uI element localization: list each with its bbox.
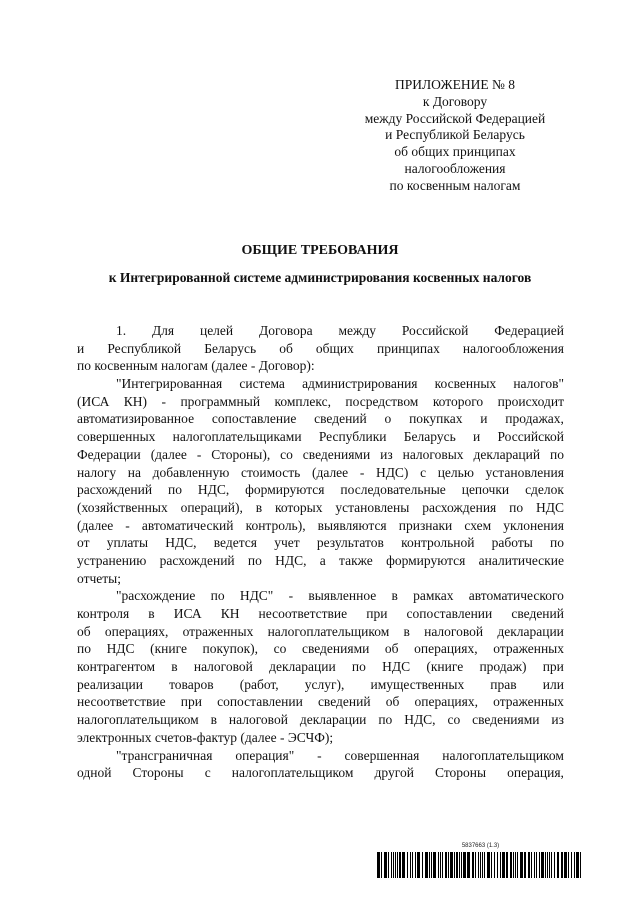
- barcode-bar: [571, 852, 572, 878]
- word: от: [77, 535, 90, 551]
- word: отраженных: [493, 641, 564, 657]
- barcode-bar: [506, 852, 508, 878]
- word: автоматизированное: [77, 411, 195, 427]
- word: по: [509, 499, 524, 515]
- barcode-bar: [561, 852, 563, 878]
- barcode-bar: [454, 852, 455, 878]
- barcode-bar: [397, 852, 398, 878]
- word: по: [77, 641, 91, 657]
- word: Российской: [401, 323, 469, 338]
- word: Стороны: [132, 765, 184, 781]
- word: контроля: [77, 606, 130, 621]
- barcode-bar: [551, 852, 552, 878]
- barcode-bar: [568, 852, 569, 878]
- word: покупках: [409, 411, 463, 427]
- word: со: [273, 641, 287, 657]
- barcode-bar: [549, 852, 550, 878]
- word: налоговых: [402, 446, 464, 462]
- word: признаки: [398, 517, 453, 533]
- word: 1.: [116, 323, 127, 338]
- document-title: ОБЩИЕ ТРЕБОВАНИЯ: [241, 243, 399, 258]
- word: учет: [274, 535, 300, 551]
- barcode-bar: [429, 852, 430, 878]
- barcode-bar: [482, 852, 483, 878]
- word: операция": [235, 747, 295, 763]
- body-line: [77, 676, 564, 694]
- body-line: [77, 517, 564, 535]
- body-line: [77, 764, 564, 782]
- word: Беларусь: [403, 429, 456, 445]
- word: декларации: [497, 623, 564, 639]
- word: (далее: [150, 446, 187, 462]
- word: которых: [274, 499, 323, 515]
- word: в: [148, 606, 155, 621]
- barcode-bar: [524, 852, 526, 878]
- word: программный: [180, 393, 261, 409]
- word: администрирования: [302, 376, 418, 392]
- body-line: [77, 552, 564, 570]
- word: одной: [77, 765, 112, 781]
- word: рамках: [413, 588, 454, 604]
- word: НДС: [536, 499, 564, 515]
- word: в: [403, 623, 410, 639]
- word: об: [385, 694, 400, 710]
- word: в: [391, 588, 398, 604]
- word: (работ,: [239, 676, 279, 692]
- document-subtitle: к Интегрированной системе администрирования косвенных налогов: [108, 270, 532, 285]
- appendix-line: налогообложения: [404, 160, 506, 176]
- word: между: [338, 323, 376, 338]
- appendix-line: и Республикой Беларусь: [385, 127, 525, 143]
- barcode-bar: [528, 852, 530, 878]
- word: посредством: [345, 393, 419, 409]
- word: операциях,: [414, 641, 478, 657]
- word: по: [247, 552, 262, 568]
- word: несоответствие: [258, 606, 348, 621]
- barcode-bar: [500, 852, 501, 878]
- barcode-bar: [407, 852, 408, 878]
- barcode-bar: [440, 852, 441, 878]
- body-line: [77, 587, 564, 605]
- barcode-bar: [431, 852, 432, 878]
- word: налогоплательщиком: [231, 765, 354, 781]
- barcode-bar: [399, 852, 401, 878]
- body-line: [77, 640, 564, 658]
- barcode-bar: [534, 852, 535, 878]
- word: Федерации: [77, 446, 141, 462]
- barcode-bar: [388, 852, 389, 878]
- word: об: [279, 340, 293, 356]
- barcode-bar: [557, 852, 559, 878]
- barcode-bar: [554, 852, 555, 878]
- word: декларации: [269, 659, 336, 675]
- barcode-bar: [384, 852, 387, 878]
- barcode-bar: [539, 852, 540, 878]
- word: на: [127, 464, 141, 480]
- body-line: [77, 375, 564, 393]
- body-line: [77, 393, 564, 411]
- body-line: [77, 446, 564, 464]
- word: результатов: [316, 535, 384, 551]
- word: и: [472, 429, 481, 445]
- word: формируются: [245, 482, 325, 498]
- word: налогов": [513, 376, 564, 392]
- word: и: [77, 340, 85, 356]
- barcode-bar: [536, 852, 537, 878]
- word: сопоставлении: [406, 606, 493, 621]
- appendix-line: между Российской Федерацией: [364, 110, 546, 126]
- word: налоговой: [424, 623, 484, 639]
- word: налоговой: [228, 712, 288, 728]
- word: НДС,: [404, 712, 436, 728]
- barcode-bar: [547, 852, 548, 878]
- body-line: [77, 534, 564, 552]
- word: сведений: [317, 694, 371, 710]
- word: НДС: [382, 659, 411, 675]
- word: "расхождение: [116, 588, 196, 604]
- word: цепочки: [461, 482, 510, 498]
- word: об: [384, 641, 399, 657]
- body-line: [77, 410, 564, 428]
- barcode-bar: [513, 852, 514, 878]
- word: реализации: [77, 676, 143, 692]
- word: комплекс,: [274, 393, 331, 409]
- word: выявляются: [317, 517, 387, 533]
- barcode-bar: [425, 852, 428, 878]
- barcode-number: 5837663 (1.3): [461, 843, 500, 849]
- word: принципах: [377, 340, 440, 356]
- word: в: [171, 659, 178, 675]
- word: (хозяйственных: [77, 499, 168, 515]
- barcode-bar: [448, 852, 449, 878]
- word: целью: [437, 464, 474, 480]
- word: -: [125, 517, 130, 533]
- barcode-bar: [417, 852, 420, 878]
- word: другой: [374, 765, 414, 781]
- word: контроль),: [245, 517, 306, 533]
- barcode-bar: [520, 852, 523, 878]
- barcode-bar: [545, 852, 546, 878]
- word: схем: [464, 517, 492, 533]
- word: Стороны: [435, 765, 487, 781]
- word: налогоплательщиком: [267, 623, 390, 639]
- body-line: [77, 428, 564, 446]
- barcode-bar: [433, 852, 436, 878]
- word: операциях,: [414, 694, 478, 710]
- word: сведений: [511, 606, 564, 621]
- barcode-bar: [564, 852, 567, 878]
- barcode-bar: [475, 852, 476, 878]
- word: и: [480, 411, 488, 427]
- word: Беларусь: [204, 340, 257, 356]
- barcode-bar: [541, 852, 544, 878]
- word: Стороны),: [211, 446, 271, 462]
- word: формируются: [386, 552, 466, 568]
- body-line: [77, 322, 564, 340]
- barcode-bar: [450, 852, 453, 878]
- word: автоматического: [468, 588, 564, 604]
- word: Республики: [318, 429, 387, 445]
- barcode-bar: [445, 852, 447, 878]
- word: а: [319, 552, 326, 568]
- barcode-bar: [502, 852, 505, 878]
- word: налогу: [77, 464, 117, 480]
- word: (ИСА: [77, 393, 110, 409]
- word: контрагентом: [77, 659, 155, 675]
- barcode-bar: [402, 852, 405, 878]
- word: НДС": [239, 588, 274, 604]
- body-line: [77, 464, 564, 482]
- barcode-bar: [517, 852, 518, 878]
- barcode-bar: [484, 852, 485, 878]
- word: при: [542, 659, 564, 675]
- word: из: [380, 446, 393, 462]
- word: "Интегрированная: [116, 376, 223, 392]
- word: Федерацией: [494, 323, 564, 338]
- barcode-bar: [580, 852, 581, 878]
- word: расхождений: [159, 552, 235, 568]
- appendix-header: [330, 77, 580, 195]
- word: из: [551, 712, 564, 728]
- word: по: [351, 659, 366, 675]
- word: -: [288, 588, 294, 604]
- word: в: [210, 712, 217, 728]
- word: уклонения: [503, 517, 564, 533]
- word: выявленное: [308, 588, 377, 604]
- word: ИСА: [173, 606, 202, 621]
- word: система: [239, 376, 285, 392]
- barcode-bar: [497, 852, 498, 878]
- word: НДС,: [165, 535, 197, 551]
- word: -: [359, 464, 365, 480]
- word: -: [161, 393, 166, 409]
- barcode-bar: [410, 852, 411, 878]
- barcode-bar: [438, 852, 439, 878]
- word: Договора: [258, 323, 313, 338]
- word: НДС): [375, 464, 409, 480]
- word: устранению: [77, 552, 147, 568]
- body-line: [77, 340, 564, 358]
- word: -: [317, 747, 322, 763]
- word: по: [550, 535, 564, 551]
- word: о: [384, 411, 392, 427]
- word: Российской: [497, 429, 564, 445]
- word: Для: [151, 323, 175, 338]
- word: стоимость: [240, 464, 301, 480]
- word: работы: [491, 535, 533, 551]
- body-line: [77, 711, 564, 729]
- word: по: [378, 712, 393, 728]
- word: сведений: [314, 411, 367, 427]
- barcode-bar: [377, 852, 380, 878]
- word: налоговой: [193, 659, 253, 675]
- word: по: [549, 446, 564, 462]
- word: НДС: [106, 641, 135, 657]
- word: целей: [199, 323, 234, 338]
- barcode-block: [377, 843, 584, 878]
- word: автоматический: [141, 517, 234, 533]
- word: отраженных: [182, 623, 254, 639]
- word: которого: [432, 393, 484, 409]
- appendix-line: об общих принципах: [394, 144, 516, 160]
- barcode-bar: [395, 852, 396, 878]
- body-line: электронных счетов-фактур (далее - ЭСЧФ);: [77, 729, 334, 745]
- word: при: [180, 694, 202, 710]
- word: продажах,: [505, 411, 564, 427]
- word: происходит: [497, 393, 564, 409]
- word: НДС,: [275, 552, 307, 568]
- word: сопоставление: [211, 411, 297, 427]
- word: операций),: [180, 499, 243, 515]
- word: КН: [220, 606, 240, 621]
- word: налогоплательщиком: [442, 747, 564, 763]
- word: с: [420, 464, 427, 480]
- word: отраженных: [493, 694, 564, 710]
- word: совершенных: [77, 429, 156, 445]
- barcode-bar: [478, 852, 479, 878]
- word: несоответствие: [77, 694, 166, 710]
- word: контрольной: [401, 535, 475, 551]
- barcode-bar: [381, 852, 382, 878]
- body-line: [77, 499, 564, 517]
- barcode-bar: [494, 852, 495, 878]
- word: добавленную: [152, 464, 230, 480]
- word: операциях,: [104, 623, 169, 639]
- barcode-bar: [574, 852, 575, 878]
- word: последовательные: [340, 482, 446, 498]
- word: об: [77, 623, 91, 639]
- barcode-bar: [442, 852, 443, 878]
- word: имущественных: [370, 676, 465, 692]
- word: "трансграничная: [116, 747, 213, 763]
- word: декларации: [299, 712, 367, 728]
- word: аналитические: [478, 552, 564, 568]
- body-line: [77, 605, 564, 623]
- word: товаров: [169, 676, 214, 692]
- barcode-bar: [487, 852, 490, 878]
- word: сведениями: [472, 712, 540, 728]
- barcode-bar: [480, 852, 481, 878]
- word: уплаты: [106, 535, 149, 551]
- word: сведениями: [302, 446, 371, 462]
- barcode-bar: [412, 852, 413, 878]
- appendix-line: ПРИЛОЖЕНИЕ № 8: [394, 77, 516, 92]
- word: деклараций: [473, 446, 541, 462]
- barcode-bar: [456, 852, 458, 878]
- word: НДС,: [197, 482, 230, 498]
- body-line: отчеты;: [77, 570, 121, 586]
- barcode-bar: [467, 852, 470, 878]
- word: (книге: [426, 659, 464, 675]
- word: КН): [123, 393, 148, 409]
- word: (книге: [150, 641, 187, 657]
- word: по: [210, 588, 225, 604]
- word: в: [255, 499, 263, 515]
- word: общих: [315, 340, 354, 356]
- word: ведется: [213, 535, 258, 551]
- word: налогоплательщиком: [77, 712, 199, 728]
- barcode-bar: [510, 852, 512, 878]
- word: покупок),: [202, 641, 259, 657]
- word: установлены: [335, 499, 410, 515]
- body-line: [77, 747, 564, 765]
- word: сведениями: [301, 641, 370, 657]
- body-line: по косвенным налогам (далее - Договор):: [77, 358, 315, 374]
- word: операция,: [507, 765, 564, 781]
- appendix-line: к Договору: [422, 93, 488, 109]
- barcode-bar: [531, 852, 532, 878]
- word: по: [168, 482, 182, 498]
- barcode-bar: [415, 852, 416, 878]
- word: со: [447, 712, 461, 728]
- word: при: [366, 606, 388, 621]
- body-line: [77, 623, 564, 641]
- word: продаж): [479, 659, 527, 675]
- body-line: [77, 481, 564, 499]
- word: расхождений: [77, 482, 153, 498]
- word: сделок: [525, 482, 564, 498]
- word: со: [280, 446, 293, 462]
- barcode-bar: [576, 852, 579, 878]
- word: также: [339, 552, 373, 568]
- barcode-bar: [491, 852, 492, 878]
- word: (далее: [311, 464, 349, 480]
- word: услуг),: [304, 676, 345, 692]
- barcode-image: [377, 852, 584, 878]
- word: установления: [485, 464, 564, 480]
- word: прав: [490, 676, 517, 692]
- word: сопоставлении: [217, 694, 303, 710]
- word: совершенная: [344, 747, 420, 763]
- word: расхождения: [422, 499, 497, 515]
- barcode-bar: [393, 852, 394, 878]
- barcode-bar: [459, 852, 460, 878]
- barcode-bar: [463, 852, 466, 878]
- document-body: [77, 322, 564, 782]
- body-line: [77, 658, 564, 676]
- word: (далее: [77, 517, 114, 533]
- barcode-bar: [472, 852, 474, 878]
- word: налогообложения: [462, 340, 564, 356]
- word: или: [542, 676, 564, 692]
- body-line: [77, 693, 564, 711]
- word: налогоплательщиками: [172, 429, 302, 445]
- barcode-bar: [422, 852, 423, 878]
- barcode-bar: [515, 852, 516, 878]
- word: с: [204, 765, 211, 781]
- barcode-bar: [391, 852, 392, 878]
- appendix-line: по косвенным налогам: [389, 177, 521, 193]
- word: -: [196, 446, 202, 462]
- word: косвенных: [434, 376, 497, 392]
- word: Республикой: [107, 340, 182, 356]
- barcode-bar: [461, 852, 462, 878]
